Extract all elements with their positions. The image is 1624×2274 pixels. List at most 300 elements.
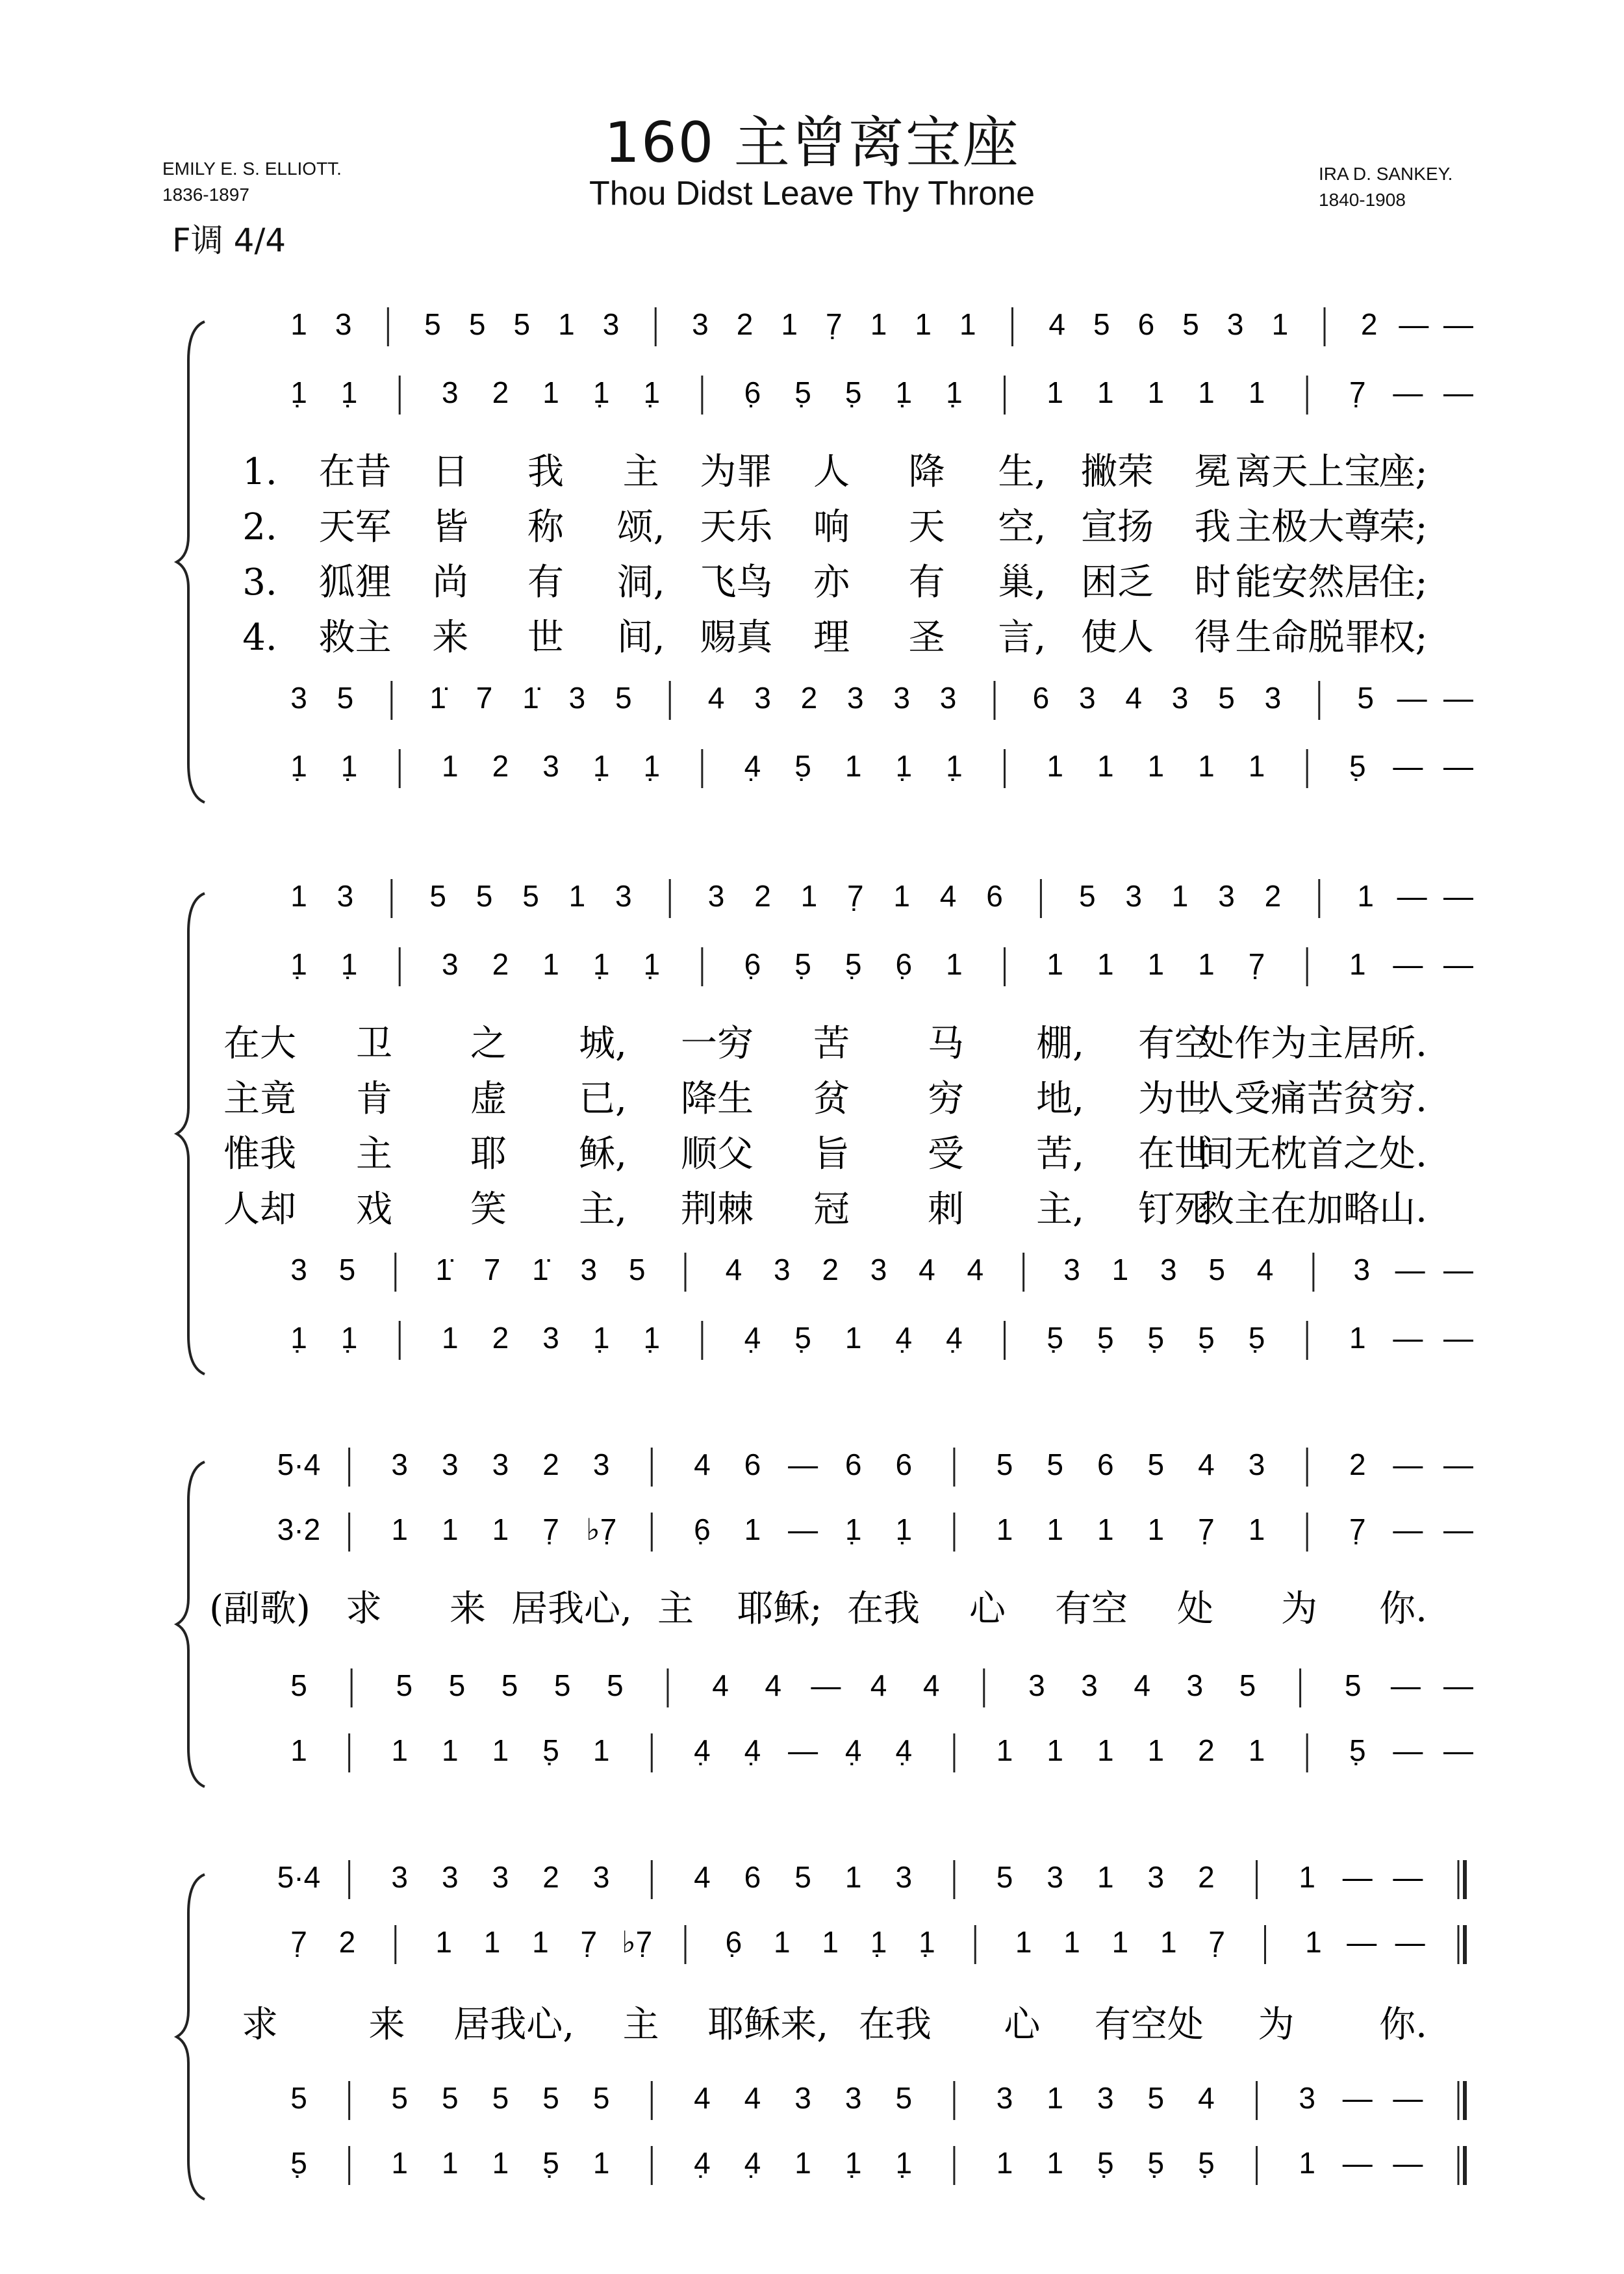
note: 1 <box>1198 749 1215 783</box>
note: 1 <box>1271 307 1289 341</box>
note: 1 <box>1047 1513 1063 1546</box>
note: 1 <box>1111 1253 1129 1286</box>
lyric-word: 有空处 <box>1094 2004 1204 2046</box>
lyric-word: 主竟 <box>223 1078 296 1120</box>
note: 3 <box>1147 1860 1165 1894</box>
note: 5̣ <box>1047 1321 1063 1355</box>
note: — <box>1443 1733 1473 1767</box>
lyric-word: 为 <box>1258 2004 1295 2046</box>
note: 7̣ <box>1248 947 1265 981</box>
note: — <box>1393 2146 1423 2180</box>
note: 1̣ <box>340 1321 358 1355</box>
lyric-line <box>242 451 1427 493</box>
note: 3 <box>1264 681 1282 715</box>
lyric-word: 笑 <box>470 1188 507 1231</box>
part-row <box>277 1513 1473 1552</box>
lyric-word: 在大 <box>223 1023 296 1065</box>
note: 1 <box>290 307 307 341</box>
note: 3 <box>580 1253 598 1286</box>
lyricist-name: EMILY E. S. ELLIOTT. <box>162 159 342 179</box>
note: 1 <box>1305 1925 1322 1959</box>
note: 4 <box>870 1668 887 1702</box>
lyric-word: 戏 <box>356 1188 392 1231</box>
note: 1 <box>1198 947 1215 981</box>
note: 5 <box>290 2081 307 2115</box>
note: 7̣ <box>1349 1513 1366 1546</box>
note: 3 <box>492 1448 509 1481</box>
note: 7 <box>483 1253 501 1286</box>
lyric-word: 耶 <box>470 1133 507 1175</box>
lyric-word: 地, <box>1036 1078 1084 1120</box>
note: 1̣ <box>895 749 913 783</box>
note: 2 <box>736 307 754 341</box>
lyric-word: 荣; <box>1378 506 1428 548</box>
note: 4̣ <box>895 1733 913 1767</box>
lyric-line <box>223 1023 1427 1065</box>
part-row <box>277 1860 1465 1899</box>
page-title: 160 主曾离宝座 <box>604 110 1020 175</box>
note: 1̣ <box>340 947 358 981</box>
note: 5 <box>1208 1253 1225 1286</box>
lyric-word: 为世 <box>1138 1078 1211 1120</box>
lyric-word: 天军 <box>318 506 392 548</box>
lyric-word: 在昔 <box>318 451 392 493</box>
part-row <box>290 376 1473 415</box>
note: 2 <box>492 749 509 783</box>
note: 7̣ <box>290 1925 307 1959</box>
part-row <box>290 1733 1473 1772</box>
note: 1 <box>959 307 976 341</box>
note: — <box>1443 947 1473 981</box>
lyric-word: 穷 <box>928 1078 964 1120</box>
note: 3 <box>773 1253 791 1286</box>
note: 5 <box>513 307 531 341</box>
note: 4 <box>725 1253 742 1286</box>
note: 1 <box>1047 1733 1063 1767</box>
note: 3 <box>1047 1860 1063 1894</box>
lyric-word: 1. <box>242 451 277 493</box>
note: 1 <box>442 1513 459 1546</box>
note: 4 <box>967 1253 984 1286</box>
note: 5 <box>1344 1668 1362 1702</box>
note: 5 <box>442 2081 459 2115</box>
lyric-word: 有空 <box>1138 1023 1211 1065</box>
note: 3 <box>290 681 307 715</box>
note: 4 <box>922 1668 940 1702</box>
note: 4̣ <box>844 1733 862 1767</box>
lyric-word: 世 <box>527 617 564 659</box>
lyric-word: 人 <box>813 451 850 493</box>
note: 5 <box>592 2081 610 2115</box>
note: 4 <box>919 1253 935 1286</box>
note: — <box>1342 1860 1373 1894</box>
note: 3 <box>939 681 957 715</box>
note: 4 <box>1048 307 1065 341</box>
lyric-word: 离天上宝 <box>1235 451 1381 493</box>
note: 1 <box>773 1925 791 1959</box>
note: — <box>1393 947 1423 981</box>
lyric-word: 3. <box>242 561 277 604</box>
note: 1̇ <box>429 681 446 715</box>
note: 2 <box>1198 1860 1215 1894</box>
note: 1 <box>1097 1733 1114 1767</box>
note: ♭7̣ <box>621 1925 653 1959</box>
lyric-word: 天乐 <box>700 506 773 548</box>
lyric-word: 日 <box>432 451 469 493</box>
note: 1̇ <box>522 681 539 715</box>
note: 1 <box>568 879 586 913</box>
note: 5 <box>492 2081 509 2115</box>
note: — <box>1443 749 1473 783</box>
note: 1 <box>1248 1513 1265 1546</box>
lyric-word: 主 <box>356 1133 392 1175</box>
lyric-word: 间, <box>616 617 665 659</box>
lyric-word: 来 <box>368 2004 405 2046</box>
note: — <box>1443 376 1473 409</box>
note: 1 <box>1063 1925 1080 1959</box>
note: — <box>1399 307 1429 341</box>
note: 3 <box>1353 1253 1371 1286</box>
note: 6 <box>1097 1448 1114 1481</box>
system-brace <box>177 1462 205 1787</box>
note: — <box>1443 307 1473 341</box>
note: 3 <box>1063 1253 1080 1286</box>
note: 5 <box>1093 307 1110 341</box>
note: — <box>811 1668 841 1702</box>
note: 5̣ <box>1349 749 1366 783</box>
note: 1̇ <box>435 1253 452 1286</box>
note: 1 <box>1097 1513 1114 1546</box>
note: 6̣ <box>895 947 913 981</box>
note: 1̣ <box>643 947 661 981</box>
lyric-word: 得 <box>1194 617 1231 659</box>
note: 2 <box>822 1253 839 1286</box>
note: 1 <box>844 1860 862 1894</box>
lyric-word: 4. <box>242 617 277 659</box>
note: 1 <box>1349 1321 1366 1355</box>
note: 3 <box>1186 1668 1204 1702</box>
note: 3 <box>754 681 771 715</box>
lyric-word: 之 <box>470 1023 507 1065</box>
lyric-word: 为 <box>1281 1588 1317 1630</box>
note: 1 <box>1147 376 1165 409</box>
lyric-word: 座; <box>1378 451 1428 493</box>
note: 6 <box>744 1448 761 1481</box>
note: 3 <box>592 1860 610 1894</box>
note: — <box>1443 1253 1473 1286</box>
note: 5 <box>1182 307 1199 341</box>
note: 5 <box>542 2081 559 2115</box>
lyric-line <box>223 1078 1427 1120</box>
lyric-word: 求 <box>346 1588 382 1630</box>
note: 6̣ <box>744 947 761 981</box>
lyric-word: 来 <box>432 617 469 659</box>
lyric-line <box>242 617 1427 659</box>
note: — <box>1393 1513 1423 1546</box>
lyric-line <box>242 506 1427 548</box>
score-system <box>177 1860 1465 2199</box>
note: 4̣ <box>744 749 761 783</box>
note: — <box>1393 1860 1423 1894</box>
lyric-word: 苦, <box>1036 1133 1084 1175</box>
note: 1 <box>592 1733 610 1767</box>
note: 5 <box>628 1253 646 1286</box>
note: 3 <box>442 1448 459 1481</box>
note: 2 <box>492 947 509 981</box>
system-brace <box>177 322 205 802</box>
note: 4̣ <box>895 1321 913 1355</box>
lyric-word: 降 <box>908 451 945 493</box>
lyric-word: 有 <box>908 561 945 604</box>
note: 1 <box>1357 879 1374 913</box>
note: 1 <box>558 307 575 341</box>
note: 1 <box>1299 2146 1315 2180</box>
note: 3·2 <box>277 1513 321 1546</box>
note: — <box>1393 1321 1423 1355</box>
note: 1 <box>1248 376 1265 409</box>
note: 1 <box>483 1925 501 1959</box>
note: 1 <box>391 1513 409 1546</box>
note: 1 <box>442 749 459 783</box>
note: 1 <box>822 1925 839 1959</box>
note: 1 <box>1147 947 1165 981</box>
lyric-word: 生命脱罪 <box>1235 617 1381 659</box>
lyric-word: 一穷 <box>681 1023 754 1065</box>
lyric-line <box>209 1588 1427 1630</box>
note: 3 <box>1171 681 1189 715</box>
note: 5̣ <box>1198 1321 1215 1355</box>
note: 2 <box>492 376 509 409</box>
note: 1 <box>391 2146 409 2180</box>
note: — <box>1393 1448 1423 1481</box>
part-row <box>290 2146 1465 2185</box>
note: 5 <box>429 879 446 913</box>
note: 4 <box>1134 1668 1150 1702</box>
note: — <box>1443 1321 1473 1355</box>
note: 1̣ <box>895 376 913 409</box>
lyric-word: 主 <box>622 2004 659 2046</box>
lyric-word: 飞鸟 <box>700 561 773 604</box>
note: 5 <box>448 1668 466 1702</box>
note: 6̣ <box>744 376 761 409</box>
note: 7̣ <box>1349 376 1366 409</box>
note: 2 <box>542 1860 559 1894</box>
lyric-word: 巢, <box>998 561 1047 604</box>
part-row <box>290 307 1473 346</box>
lyric-word: 在世 <box>1138 1133 1211 1175</box>
note: 3 <box>692 307 709 341</box>
note: 1̣ <box>643 749 661 783</box>
note: 1 <box>435 1925 452 1959</box>
lyric-word: 人却 <box>223 1188 296 1231</box>
note: 1̣ <box>290 1321 307 1355</box>
note: 5 <box>501 1668 518 1702</box>
note: 5̣ <box>1097 1321 1114 1355</box>
part-row <box>290 1668 1473 1707</box>
lyric-line <box>223 1188 1427 1231</box>
note: — <box>1395 1253 1425 1286</box>
note: 4 <box>939 879 957 913</box>
note: 1 <box>442 1733 459 1767</box>
lyric-word: 惟我 <box>223 1133 296 1175</box>
lyric-word: 亦 <box>813 561 850 604</box>
note: 1̣ <box>340 749 358 783</box>
note: 6 <box>744 1860 761 1894</box>
note: 1 <box>996 1513 1013 1546</box>
lyric-word: 所. <box>1379 1023 1427 1065</box>
lyric-word: 主 <box>657 1588 694 1630</box>
note: 1 <box>996 2146 1013 2180</box>
note: 3 <box>290 1253 307 1286</box>
note: 2 <box>1360 307 1378 341</box>
lyric-word: 苦 <box>813 1023 850 1065</box>
part-row <box>290 749 1473 788</box>
note: 4 <box>712 1668 729 1702</box>
note: — <box>1443 1668 1473 1702</box>
lyric-word: 赐真 <box>700 617 773 659</box>
lyric-word: 山. <box>1379 1188 1427 1231</box>
note: 1 <box>1097 947 1114 981</box>
note: 4 <box>707 681 725 715</box>
note: 6 <box>1137 307 1155 341</box>
note: 5̣ <box>1097 2146 1114 2180</box>
score-system <box>177 879 1473 1374</box>
note: 1̣ <box>844 2146 862 2180</box>
note: 1̣ <box>643 376 661 409</box>
note: 5·4 <box>277 1448 321 1481</box>
note: 5̣ <box>290 2146 307 2180</box>
note: 5̣ <box>794 376 811 409</box>
lyric-word: 贫 <box>813 1078 850 1120</box>
note: 4 <box>694 1448 711 1481</box>
lyric-word: 城, <box>579 1023 627 1065</box>
note: 3 <box>335 307 352 341</box>
note: 4 <box>694 2081 711 2115</box>
note: 5̣ <box>794 1321 811 1355</box>
note: 1 <box>442 2146 459 2180</box>
note: 1 <box>996 1733 1013 1767</box>
note: 2 <box>754 879 771 913</box>
note: 5 <box>468 307 486 341</box>
lyric-word: 耶稣来, <box>707 2004 829 2046</box>
note: 3 <box>794 2081 811 2115</box>
lyric-word: 尚 <box>432 561 469 604</box>
note: 1 <box>542 947 559 981</box>
note: 1 <box>915 307 932 341</box>
note: — <box>1390 1668 1421 1702</box>
lyricist-years: 1836-1897 <box>162 185 249 205</box>
lyric-word: 能安然居 <box>1235 561 1381 604</box>
note: 4̣ <box>744 1733 761 1767</box>
note: 4̣ <box>694 2146 711 2180</box>
note: 1̣ <box>290 947 307 981</box>
note: 1̣ <box>290 749 307 783</box>
note: 1 <box>391 1733 409 1767</box>
note: 2 <box>1264 879 1282 913</box>
note: 5 <box>391 2081 409 2115</box>
note: 1 <box>1147 1513 1165 1546</box>
note: — <box>1397 681 1427 715</box>
note: 3 <box>391 1448 409 1481</box>
note: 4̣ <box>946 1321 963 1355</box>
note: — <box>1393 2081 1423 2115</box>
part-row <box>290 947 1473 986</box>
lyric-word: 救主 <box>318 617 392 659</box>
note: 1̣ <box>340 376 358 409</box>
note: 1 <box>1047 749 1063 783</box>
note: 3 <box>844 2081 862 2115</box>
note: 3 <box>996 2081 1013 2115</box>
lyric-word: 间无枕首之 <box>1198 1133 1380 1175</box>
note: 5·4 <box>277 1860 321 1894</box>
lyric-word: 受 <box>928 1133 964 1175</box>
note: 3 <box>442 376 459 409</box>
lyric-word: 主, <box>1036 1188 1084 1231</box>
lyric-word: 你. <box>1379 1588 1427 1630</box>
part-row <box>290 1321 1473 1360</box>
note: 6 <box>895 1448 913 1481</box>
note: 1̣ <box>895 1513 913 1546</box>
note: — <box>1443 681 1473 715</box>
part-row <box>290 681 1473 720</box>
note: 6̣ <box>694 1513 711 1546</box>
note: 1 <box>1097 376 1114 409</box>
note: 1 <box>1047 376 1063 409</box>
note: 1 <box>290 1733 307 1767</box>
lyric-word: 理 <box>813 617 850 659</box>
note: 3 <box>1079 681 1096 715</box>
note: 1̣ <box>592 376 610 409</box>
note: 4̣ <box>694 1733 711 1767</box>
lyric-word: 刺 <box>928 1188 964 1231</box>
lyric-word: 有 <box>527 561 564 604</box>
note: — <box>1443 1513 1473 1546</box>
note: 5 <box>1079 879 1096 913</box>
note: 5̣ <box>1248 1321 1265 1355</box>
lyric-word: 圣 <box>908 617 945 659</box>
note: 2 <box>492 1321 509 1355</box>
note: — <box>1443 879 1473 913</box>
lyric-word: 住; <box>1378 561 1428 604</box>
note: 1 <box>781 307 798 341</box>
lyric-word: 言, <box>998 617 1047 659</box>
note: 3 <box>568 681 586 715</box>
lyric-word: 虚 <box>470 1078 507 1120</box>
note: 1 <box>870 307 887 341</box>
note: 1̣ <box>946 376 963 409</box>
composer-years: 1840-1908 <box>1319 190 1406 210</box>
note: 7̣ <box>847 879 864 913</box>
note: 5 <box>476 879 493 913</box>
lyric-word: 居我心, <box>511 1588 632 1630</box>
score-system <box>177 1448 1473 1787</box>
note: ♭7̣ <box>586 1513 617 1546</box>
lyric-word: 时 <box>1194 561 1231 604</box>
lyric-word: 钉死 <box>1138 1188 1211 1231</box>
note: 2 <box>800 681 818 715</box>
lyric-word: 人受痛苦贫 <box>1198 1078 1380 1120</box>
note: 3 <box>542 749 559 783</box>
lyric-word: 主 <box>622 451 659 493</box>
note: 1̣ <box>870 1925 887 1959</box>
note: 3 <box>442 947 459 981</box>
note: 2 <box>542 1448 559 1481</box>
note: 1̣ <box>919 1925 935 1959</box>
part-row <box>277 1448 1473 1487</box>
note: 1̣ <box>592 749 610 783</box>
note: — <box>1347 1925 1377 1959</box>
note: 6 <box>1032 681 1050 715</box>
